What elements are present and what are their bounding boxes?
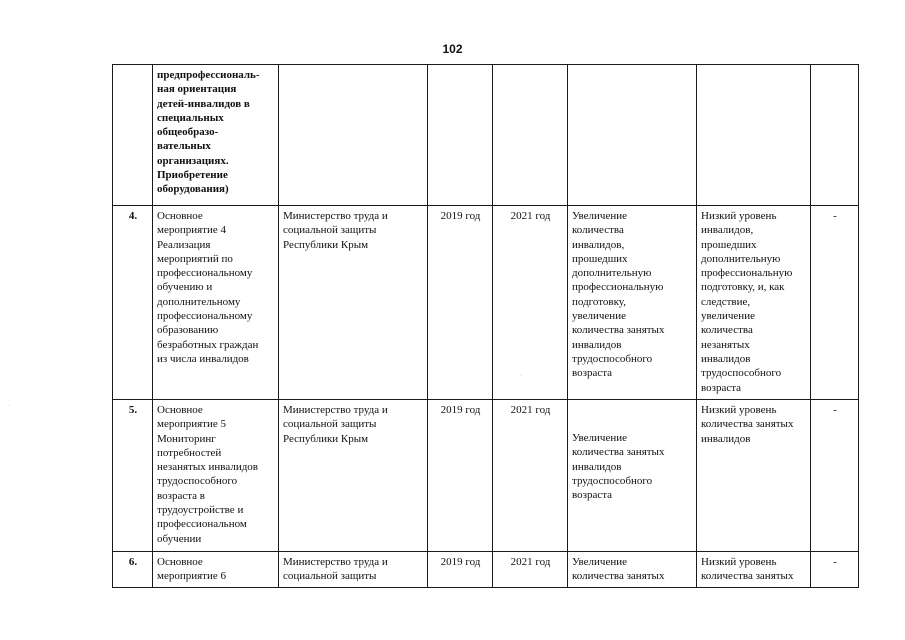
link-cell: - <box>811 206 859 400</box>
executor-cell: Министерство труда и социальной защиты Республики Крым <box>279 400 428 552</box>
measure-name-cell: предпрофессиональ- ная ориентация детей-инвалидов в специальных общеобразо- вательных организациях. Приобретение оборудования) <box>153 65 279 206</box>
link-cell: - <box>811 552 859 588</box>
program-measures-table <box>112 64 859 588</box>
table-row <box>113 400 859 552</box>
start-year-cell: 2019 год <box>428 400 493 552</box>
measure-name-cell: Основное мероприятие 5 Мониторинг потребностей незанятых инвалидов трудоспособного возраста в трудоустройстве и профессиональном обучении <box>153 400 279 552</box>
link-cell: - <box>811 400 859 552</box>
start-year-cell: 2019 год <box>428 552 493 588</box>
expected-result-cell: Увеличение количества инвалидов, прошедших дополнительную профессиональную подготовку, увеличение количества занятых инвалидов трудоспособного возраста <box>568 206 697 400</box>
row-number-cell <box>113 65 153 206</box>
row-number-cell: 6. <box>113 552 153 588</box>
start-year-cell: 2019 год <box>428 206 493 400</box>
link-cell <box>811 65 859 206</box>
consequence-cell: Низкий уровень инвалидов, прошедших дополнительную профессиональную подготовку, и, как следствие, увеличение количества незанятых инвалидов трудоспособного возраста <box>697 206 811 400</box>
row-number-cell: 5. <box>113 400 153 552</box>
consequence-cell <box>697 65 811 206</box>
page-number: 102 <box>442 42 463 56</box>
table-row <box>113 65 859 206</box>
end-year-cell: 2021 год <box>493 400 568 552</box>
executor-cell: Министерство труда и социальной защиты Республики Крым <box>279 206 428 400</box>
expected-result-cell: Увеличение количества занятых <box>568 552 697 588</box>
end-year-cell: 2021 год <box>493 206 568 400</box>
start-year-cell <box>428 65 493 206</box>
expected-result-text: Увеличение количества занятых инвалидов трудоспособного возраста <box>572 432 665 502</box>
scan-speck: · <box>8 403 10 409</box>
measure-name-cell: Основное мероприятие 4 Реализация мероприятий по профессиональному обучению и дополнительному профессиональному образованию безработных граждан из числа инвалидов <box>153 206 279 400</box>
end-year-cell: 2021 год <box>493 552 568 588</box>
expected-result-cell <box>568 65 697 206</box>
expected-result-cell <box>568 400 697 552</box>
end-year-cell <box>493 65 568 206</box>
consequence-cell: Низкий уровень количества занятых <box>697 552 811 588</box>
executor-cell: Министерство труда и социальной защиты <box>279 552 428 588</box>
row-number-cell: 4. <box>113 206 153 400</box>
consequence-cell: Низкий уровень количества занятых инвалидов <box>697 400 811 552</box>
scan-speck: · <box>520 373 522 379</box>
table-row <box>113 552 859 588</box>
executor-cell <box>279 65 428 206</box>
table-row <box>113 206 859 400</box>
measure-name-cell: Основное мероприятие 6 <box>153 552 279 588</box>
